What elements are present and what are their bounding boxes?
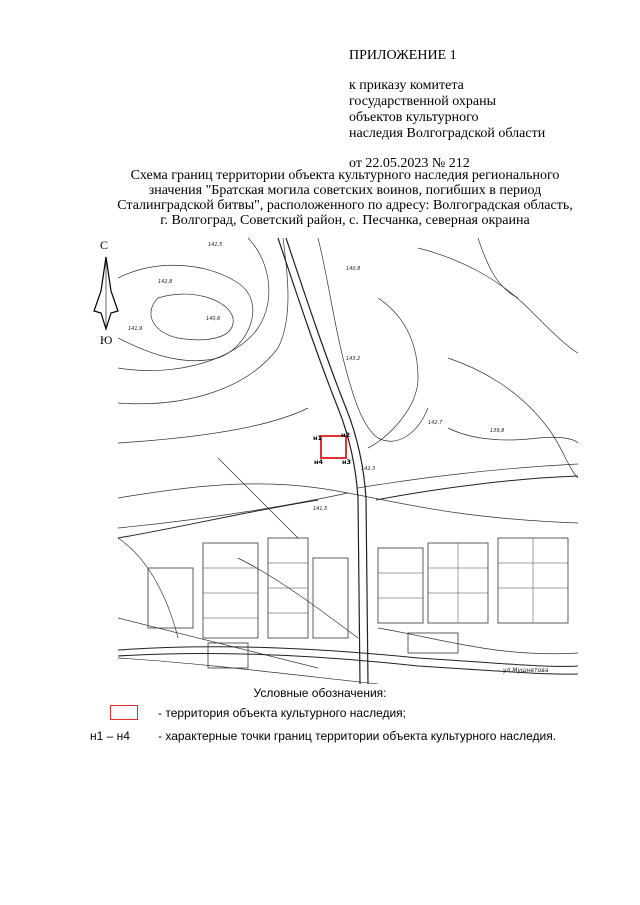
order-line-2: государственной охраны bbox=[349, 94, 497, 109]
order-date: от 22.05.2023 № 212 bbox=[349, 156, 470, 171]
contour-line bbox=[358, 464, 578, 488]
legend-points-text: - характерные точки границ территории объекта культурного наследия. bbox=[158, 729, 557, 743]
contour-line bbox=[151, 294, 233, 340]
contour-line bbox=[118, 238, 269, 371]
appendix-title: ПРИЛОЖЕНИЕ 1 bbox=[349, 48, 457, 63]
settlement-block bbox=[313, 558, 348, 638]
contour-line bbox=[478, 238, 518, 298]
contour-line bbox=[448, 428, 578, 443]
spot-height: 139,8 bbox=[490, 428, 505, 434]
title-line-2: значения "Братская могила советских воинов, погибших в период bbox=[148, 183, 542, 198]
contour-line bbox=[418, 248, 578, 353]
title-line-4: г. Волгоград, Советский район, с. Песчанка, северная окраина bbox=[160, 213, 530, 228]
street-label: ул.Мушнетова bbox=[503, 667, 549, 674]
contour-line bbox=[118, 408, 308, 443]
contour-line bbox=[118, 265, 253, 360]
order-line-4: наследия Волгоградской области bbox=[349, 126, 546, 141]
heritage-boundary bbox=[321, 436, 346, 458]
contour-line bbox=[118, 484, 578, 523]
road-line bbox=[376, 476, 578, 500]
order-line-1: к приказу комитета bbox=[349, 78, 464, 93]
contour-line bbox=[368, 298, 418, 448]
spot-height: 143,2 bbox=[346, 356, 361, 362]
legend-territory-swatch bbox=[110, 705, 138, 720]
legend-title: Условные обозначения: bbox=[253, 686, 387, 700]
scheme-title bbox=[95, 168, 595, 228]
spot-height: 140,6 bbox=[206, 316, 221, 322]
contour-line bbox=[448, 358, 578, 478]
settlement-block bbox=[203, 543, 258, 638]
road-line bbox=[118, 500, 318, 538]
spot-height: 142,7 bbox=[428, 420, 443, 426]
title-line-1: Схема границ территории объекта культурного наследия регионального bbox=[130, 168, 560, 183]
spot-height: 141,5 bbox=[313, 506, 328, 512]
settlement-block bbox=[408, 633, 458, 653]
order-line-3: объектов культурного bbox=[349, 110, 479, 125]
contour-line bbox=[218, 458, 298, 538]
point-label-n4: н4 bbox=[314, 458, 324, 466]
north-arrow bbox=[92, 238, 120, 348]
spot-height: 142,3 bbox=[361, 466, 376, 472]
north-label: С bbox=[100, 238, 109, 252]
spot-height: 142,5 bbox=[208, 242, 223, 248]
settlement-block bbox=[148, 568, 193, 628]
topographic-map bbox=[118, 238, 578, 684]
compass-arrow-icon bbox=[92, 255, 120, 331]
point-label-n3: н3 bbox=[342, 458, 352, 466]
spot-height: 141,9 bbox=[128, 326, 143, 332]
legend-points-symbol: н1 – н4 bbox=[90, 729, 130, 743]
legend-territory-text: - территория объекта культурного наследия; bbox=[158, 706, 407, 720]
spot-height: 140,8 bbox=[346, 266, 361, 272]
point-label-n2: н2 bbox=[341, 431, 351, 439]
appendix-block bbox=[349, 48, 545, 172]
south-label: Ю bbox=[100, 333, 113, 347]
point-label-n1: н1 bbox=[313, 434, 323, 442]
title-line-3: Сталинградской битвы", расположенного по адресу: Волгоградская область, bbox=[117, 198, 573, 213]
railway-line bbox=[286, 238, 368, 684]
contour-line bbox=[238, 558, 358, 638]
settlement-block bbox=[378, 548, 423, 623]
spot-height: 142,8 bbox=[158, 279, 173, 285]
